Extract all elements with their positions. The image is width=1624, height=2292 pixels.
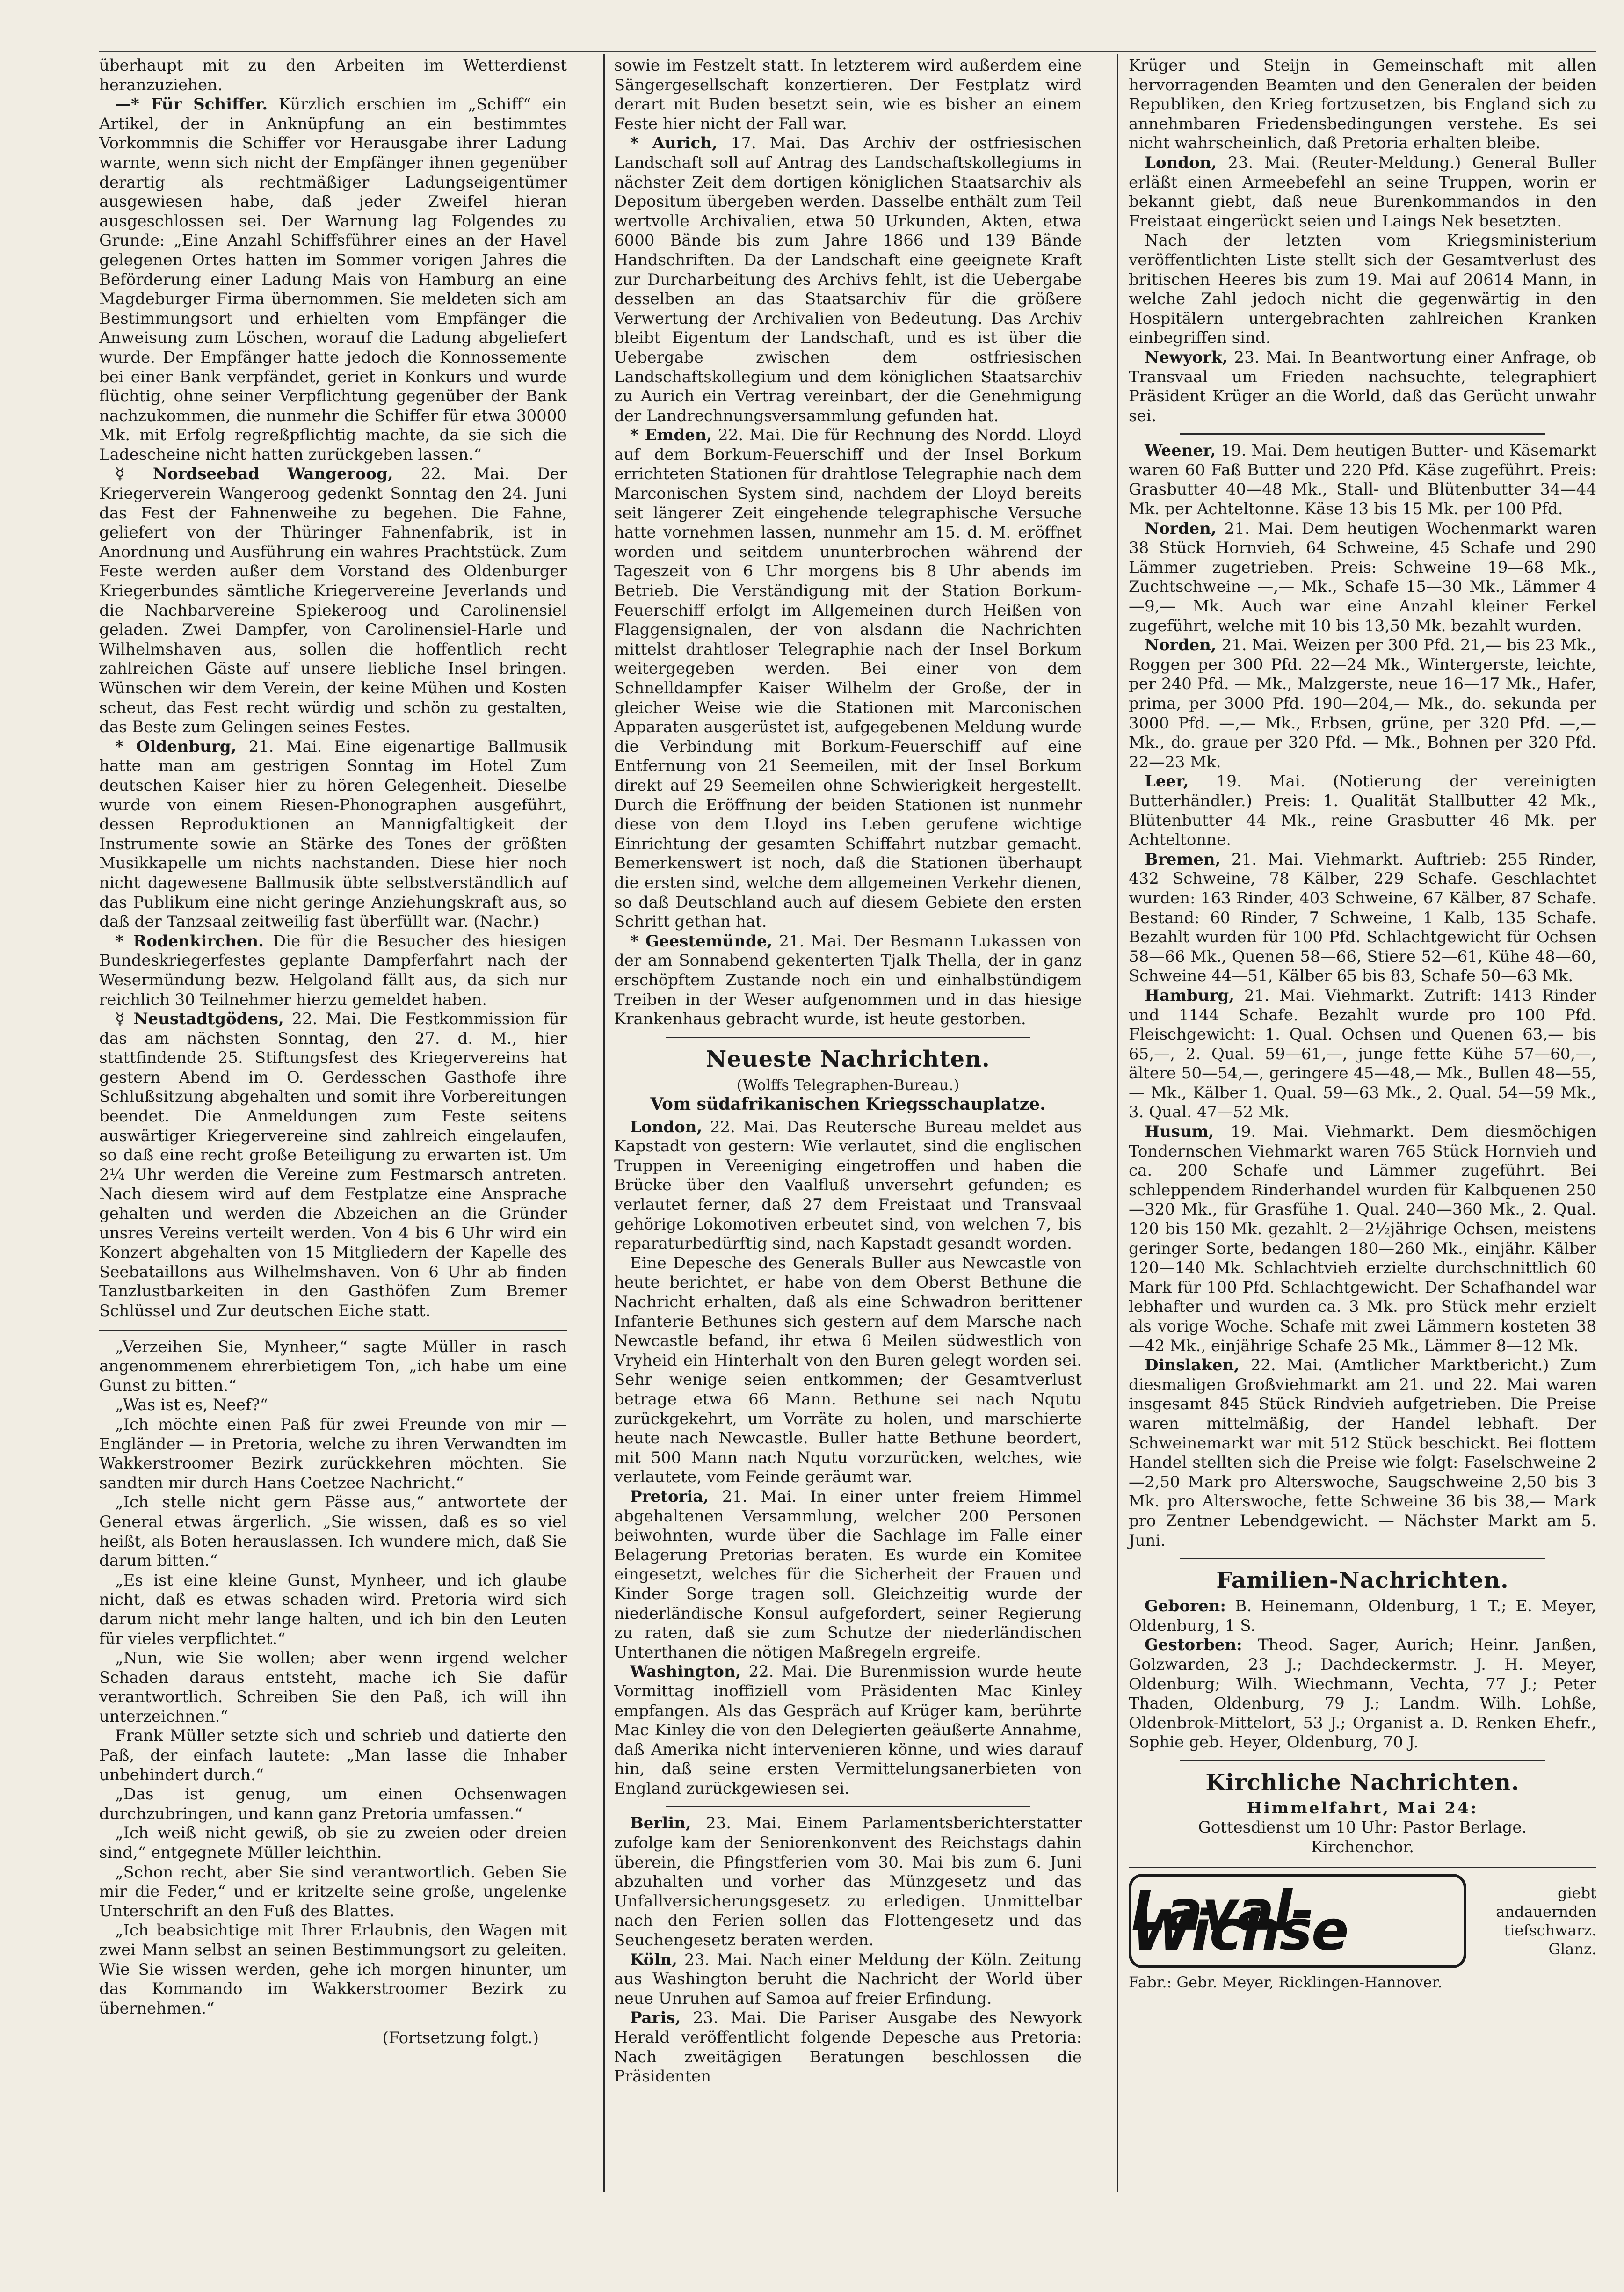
article-dateline: * Emden, <box>630 426 712 445</box>
article <box>614 1950 1082 2009</box>
article <box>1129 231 1596 348</box>
article-dateline: Husum, <box>1145 1122 1214 1142</box>
article-text: Nach der letzten vom Kriegsministerium veröffentlichten Liste stellt sich der Gesamtverlust des britischen Heeres bis zum 19. Mai auf 20614 Mann, in welche Zahl jedoch nicht die gegenwärtig in den Hospitälern untergebrachten zahlreichen Kranken einbegriffen sind. <box>1129 231 1596 348</box>
article-text: 22. Mai. Das Reutersche Bureau meldet aus Kapstadt von gestern: Wie verlautet, sind die englischen Truppen in Vereeniging eingetroffen und haben die Brücke über den Vaalfluß unversehrt gefunden; es verlautet ferner, daß 27 dem Freistaat und Transvaal gehörige Lokomotiven erbeutet sind, von welchen 7, bis reparaturbedürftig sind, nach Kapstadt gesandt worden. <box>614 1117 1082 1253</box>
article-dateline: Washington, <box>630 1662 741 1681</box>
article-text: 21. Mai. Eine eigenartige Ballmusik hatte man am gestrigen Sonntag im Hotel Zum deutschen Kaiser hier zu hören Gelegenheit. Dieselbe wurde von einem Riesen-Phonographen ausgeführt, dessen Reproduktionen an Mannigfaltigkeit der Instrumente sowie an Stärke des Tones der größten Musikkapelle um nichts nachstanden. Diese hier noch nicht dagewesene Ballmusik übte selbstverständlich auf das Publikum eine nicht geringe Anziehungskraft aus, so daß der Tanzsaal zeitweilig fast überfüllt war. (Nachr.) <box>99 737 567 931</box>
church-service: Gottesdienst um 10 Uhr: Pastor Berlage. <box>1198 1818 1527 1837</box>
col3-articles <box>1129 56 1596 426</box>
column-3 <box>1129 56 1596 1992</box>
article-dateline: * Rodenkirchen. <box>115 931 264 951</box>
ad-maker: Fabr.: Gebr. Meyer, Ricklingen-Hannover. <box>1129 1973 1443 1991</box>
story-paragraph: „Schon recht, aber Sie sind verantwortlich. Geben Sie mir die Feder,“ und er kritzelte seine große, ungelenke Unterschrift an den Fuß des Blattes. <box>99 1863 567 1921</box>
article-dateline: Norden, <box>1145 519 1217 538</box>
article <box>99 1010 567 1321</box>
article-text: 21. Mai. Der Besmann Lukassen von der am Sonnabend gekenterten Tjalk Thella, der in ganz erschöpftem Zustande noch ein und einhalbstündigem Treiben in der Weser aufgenommen und in das hiesige Krankenhaus gebracht wurde, ist heute gestorben. <box>614 931 1082 1029</box>
article-dateline: Geboren: <box>1145 1597 1226 1616</box>
article-dateline: Gestorben: <box>1145 1636 1242 1655</box>
article-text: 23. Mai. Die Pariser Ausgabe des Newyork Herald veröffentlicht folgende Depesche aus Pretoria: Nach zweitägigen Beratungen beschlossen die Präsidenten <box>614 2008 1082 2086</box>
article <box>1129 56 1596 153</box>
article-dateline: London, <box>630 1117 703 1136</box>
article-text: 23. Mai. (Reuter-Meldung.) General Buller erläßt einen Armeebefehl an seine Truppen, worin er bekannt giebt, daß neue Burenkommandos in den Freistaat eingerückt seien und Laings Nek besetzten. <box>1129 153 1596 231</box>
article-dateline: ☿ Nordseebad Wangeroog, <box>115 465 393 484</box>
article-text: 21. Mai. Dem heutigen Wochenmarkt waren 38 Stück Hornvieh, 64 Schweine, 45 Schafe und 290 Lämmer zugetrieben. Preis: Schweine 19—68 Mk., Zuchtschweine —,— Mk., Schafe 15—30 Mk., Lämmer 4—9,— Mk. Auch war eine Anzahl kleiner Ferkel zugeführt, welche mit 10 bis 13,50 Mk. bezahlt wurden. <box>1129 519 1596 635</box>
story-paragraph: „Es ist eine kleine Gunst, Mynheer, und ich glaube nicht, daß es etwas schaden wird. Pretoria wird sich darum nicht mehr lange halten, und ich bin den Leuten für vieles verpflichtet.“ <box>99 1571 567 1648</box>
story-paragraph: „Ich weiß nicht gewiß, ob sie zu zweien oder dreien sind,“ entgegnete Müller leichthin. <box>99 1824 567 1863</box>
story-paragraph: „Ich stelle nicht gern Pässe aus,“ antwortete der General etwas ärgerlich. „Sie wissen, daß es so viel heißt, als Boten herauslassen. Ich wundere mich, daß Sie darum bitten.“ <box>99 1493 567 1571</box>
article-dateline: London, <box>1145 153 1217 172</box>
article-dateline: Pretoria, <box>630 1487 709 1506</box>
article <box>99 932 567 1010</box>
article-text: 17. Mai. Das Archiv der ostfriesischen Landschaft soll auf Antrag des Landschaftskollegiums in nächster Zeit dem dortigen königlichen Staatsarchiv als Depositum übergeben werden. Dasselbe enthält zum Teil wertvolle Archivalien, etwa 50 Urkunden, Akten, etwa 6000 Bände bis zum Jahre 1866 und 139 Bände Handschriften. Da der Landschaft eine geeignete Kraft zur Durcharbeitung des Archivs fehlt, ist die Uebergabe desselben an das Staatsarchiv für die größere Verwertung der Archivalien von Bedeutung. Das Archiv bleibt Eigentum der Landschaft, und es ist über die Uebergabe zwischen dem ostfriesischen Landschaftskollegium und dem königlichen Staatsarchiv zu Aurich ein Vertrag vereinbart, der die Genehmigung der Landrechnungsversammlung gefunden hat. <box>614 134 1082 425</box>
article <box>99 95 567 465</box>
article <box>614 134 1082 426</box>
family-heading: Familien-Nachrichten. <box>1216 1567 1509 1594</box>
article-text: 22. Mai. Die Burenmission wurde heute Vormittag inoffiziell vom Präsidenten Mac Kinley empfangen. Als das Gespräch auf Krüger kam, berührte Mac Kinley die von den Delegierten geäußerte Annahme, daß Amerika nicht intervenieren könne, und wies darauf hin, daß seine ersten Vermittelungsanerbieten von England zurückgewiesen sei. <box>614 1662 1082 1798</box>
article <box>1129 986 1596 1122</box>
family-rule <box>1180 1558 1545 1559</box>
article <box>614 2008 1082 2086</box>
article-dateline: Weener, <box>1145 441 1216 460</box>
article <box>614 1662 1082 1798</box>
article <box>1129 153 1596 231</box>
serial-story <box>99 1338 567 2019</box>
story-divider <box>99 1330 567 1331</box>
article-text: Kürzlich erschien im „Schiff“ ein Artikel, der in Anknüpfung an ein bestimmtes Vorkommnis die Schiffer vor Herausgabe ihrer Ladung warnte, wenn sich nicht der Empfänger ihnen gegenüber derartig als rechtmäßiger Ladungseigentümer ausgewiesen habe, daß jeder Zweifel hieran ausgeschlossen sei. Der Warnung lag Folgendes zu Grunde: „Eine Anzahl Schiffsführer eines an der Havel gelegenen Ortes hatten im Sommer vorigen Jahres die Beförderung einer Ladung Mais von Hamburg an eine Magdeburger Firma übernommen. Sie meldeten sich am Bestimmungsort und erhielten vom Empfänger die Anweisung zum Löschen, worauf die Ladung abgeliefert wurde. Der Empfänger hatte jedoch die Konnossemente bei einer Bank verpfändet, geriet in Konkurs und wurde flüchtig, ohne seiner Verpflichtung gegenüber der Bank nachzukommen, die nunmehr die Schiffer für etwa 30000 Mk. mit Erfolg regreßpflichtig machte, da sie sich die Ladescheine nicht hatten zurückgeben lassen.“ <box>99 95 567 464</box>
article-text: 19. Mai. (Notierung der vereinigten Butterhändler.) Preis: 1. Qualität Stallbutter 42 Mk., Blütenbutter 44 Mk., reine Grasbutter 46 Mk. per Achteltonne. <box>1129 772 1596 850</box>
church-choir: Kirchenchor. <box>1311 1838 1414 1857</box>
story-paragraph: „Verzeihen Sie, Mynheer,“ sagte Müller in rasch angenommenem ehrerbietigem Ton, „ich habe um eine Gunst zu bitten.“ <box>99 1337 567 1395</box>
article-dateline: —* Für Schiffer. <box>115 95 268 114</box>
article <box>1129 348 1596 426</box>
col1-articles <box>99 56 567 1321</box>
article-text: Krüger und Steijn in Gemeinschaft mit allen hervorragenden Beamten und den Generalen der beiden Republiken, den Krieg fortzusetzen, bis England sich zu annehmbaren Friedensbedingungen verstehe. Es sei nicht wahrscheinlich, daß Pretoria erhalten bleibe. <box>1129 56 1596 153</box>
news-rule-top <box>666 1037 1030 1038</box>
article <box>614 1487 1082 1662</box>
story-paragraph: „Ich möchte einen Paß für zwei Freunde von mir — Engländer — in Pretoria, welche zu ihren Verwandten im Wakkerstroomer Bezirk zurückkehren möchten. Sie sandten mir durch Hans Coetzee Nachricht.“ <box>99 1415 567 1492</box>
story-paragraph: „Was ist es, Neef?“ <box>115 1396 268 1415</box>
article <box>1129 1597 1596 1636</box>
article-text: 23. Mai. In Beantwortung einer Anfrage, ob Transvaal um Frieden nachsuchte, telegraphiert Präsident Krüger an die World, daß das Gerücht unwahr sei. <box>1129 348 1596 425</box>
article <box>1129 850 1596 986</box>
news-rule-mid <box>666 1806 1030 1807</box>
article-dateline: ☿ Neustadtgödens, <box>115 1010 284 1029</box>
article-text: überhaupt mit zu den Arbeiten im Wetterdienst heranzuziehen. <box>99 56 567 95</box>
column-1 <box>99 56 567 2048</box>
church-day: Himmelfahrt, Mai 24: <box>1247 1798 1479 1818</box>
news-subheading: Vom südafrikanischen Kriegsschauplatze. <box>650 1094 1046 1114</box>
article <box>614 56 1082 134</box>
article <box>1129 441 1596 519</box>
col2-articles <box>614 56 1082 1029</box>
article-text: 21. Mai. Viehmarkt. Auftrieb: 255 Rinder, 432 Schweine, 78 Kälber, 229 Schafe. Geschlachtet wurden: 163 Rinder, 403 Schweine, 67 Kälber, 87 Schafe. Bestand: 60 Rinder, 7 Schweine, 1 Kalb, 135 Schafe. Bezahlt wurden für 100 Pfd. Schlachtgewicht für Ochsen 58—66 Mk., Quenen 58—66, Stiere 52—61, Kühe 48—60, Schweine 44—51, Kälber 65 bis 83, Schafe 50—63 Mk. <box>1129 850 1596 986</box>
advertisement <box>1129 1867 1596 1968</box>
article <box>614 1814 1082 1950</box>
article-text: Eine Depesche des Generals Buller aus Newcastle von heute berichtet, er habe von dem Oberst Bethune die Nachricht erhalten, daß als eine Schwadron berittener Infanterie Bethunes sich gestern auf dem Marsche nach Newcastle befand, ihr etwa 6 Meilen südwestlich von Vryheid ein Hinterhalt von den Buren gelegt worden sei. Sehr wenige seien entkommen; der Gesamtverlust betrage etwa 66 Mann. Bethune sei nach Nqutu zurückgekehrt, um Vorräte zu holen, und marschierte heute nach Newcastle. Buller hatte Bethune beordert, mit 500 Mann nach Nqutu vorzurücken, welches, wie verlautete, vom Feinde geräumt war. <box>614 1253 1082 1487</box>
news-articles-2 <box>614 1814 1082 2086</box>
article-dateline: Leer, <box>1145 772 1189 791</box>
article <box>99 465 567 737</box>
article <box>1129 772 1596 850</box>
article-dateline: Berlin, <box>630 1814 691 1833</box>
article-text: 22. Mai. Der Kriegerverein Wangeroog gedenkt Sonntag den 24. Juni das Fest der Fahnenweihe zu begehen. Die Fahne, geliefert von der Thüringer Fahnenfabrik, ist in Anordnung und Ausführung ein wahres Prachtstück. Zum Feste werden außer dem Vorstand des Oldenburger Kriegerbundes sämtliche Kriegervereine Jeverlands und die Nachbarvereine Spiekeroog und Carolinensiel geladen. Zwei Dampfer, von Carolinensiel-Harle und Wilhelmshaven aus, sollen die hoffentlich recht zahlreichen Gäste auf unsere liebliche Insel bringen. Wünschen wir dem Verein, der keine Mühen und Kosten scheut, das Fest recht würdig und schön zu gestalten, das Beste zum Gelingen seines Festes. <box>99 465 567 737</box>
article <box>99 737 567 932</box>
news-articles <box>614 1118 1082 1799</box>
family-notices <box>1129 1597 1596 1753</box>
article <box>614 426 1082 931</box>
article-dateline: Hamburg, <box>1145 986 1235 1005</box>
article-text: Die für die Besucher des hiesigen Bundeskriegerfestes geplante Dampferfahrt nach der Wesermündung bezw. Helgoland fällt aus, da sich nur reichlich 30 Teilnehmer hierzu gemeldet haben. <box>99 931 567 1009</box>
article-text: 23. Mai. Einem Parlamentsberichterstatter zufolge kam der Seniorenkonvent des Reichstags dahin überein, die Pfingstferien vom 30. Mai bis zum 6. Juni abzuhalten und vorher das Münzgesetz und das Unfallversicherungsgesetz zu erledigen. Unmittelbar nach den Ferien sollen das Flottengesetz und das Seuchengesetz beraten werden. <box>614 1814 1082 1950</box>
article-dateline: * Oldenburg, <box>115 737 237 756</box>
markets-rule <box>1180 433 1545 435</box>
ad-logo <box>1129 1874 1466 1968</box>
church-heading: Kirchliche Nachrichten. <box>1205 1769 1520 1796</box>
article <box>1129 519 1596 636</box>
article <box>1129 636 1596 772</box>
article-dateline: Norden, <box>1145 636 1217 655</box>
article <box>99 56 567 95</box>
ad-logo-text: Laval-Wichse <box>1131 1878 1348 1963</box>
article-text: 19. Mai. Dem heutigen Butter- und Käsemarkt waren 60 Faß Butter und 220 Pfd. Käse zugeführt. Preis: Grasbutter 40—48 Mk., Stall- und Blütenbutter 34—44 Mk. per Achteltonne. Käse 13 bis 15 Mk. per 100 Pfd. <box>1129 441 1596 519</box>
article-dateline: Bremen, <box>1145 850 1221 869</box>
article <box>1129 1356 1596 1550</box>
article-dateline: Köln, <box>630 1950 677 1969</box>
market-reports <box>1129 441 1596 1550</box>
church-rule <box>1180 1760 1545 1761</box>
article-text: 21. Mai. Viehmarkt. Zutrift: 1413 Rinder und 1144 Schafe. Bezahlt wurde pro 100 Pfd. Fleischgewicht: 1. Qual. Ochsen und Quenen 63,— bis 65,—, 2. Qual. 59—61,—, junge fette Kühe 57—60,—, ältere 50—54,—, geringere 45—48,— Mk., Bullen 48—55,— Mk., Kälber 1. Qual. 59—63 Mk., 2. Qual. 54—59 Mk., 3. Qual. 47—52 Mk. <box>1129 986 1596 1122</box>
article <box>614 1254 1082 1487</box>
story-continuation: (Fortsetzung folgt.) <box>382 2029 539 2048</box>
top-rule <box>99 51 1596 52</box>
article-dateline: Paris, <box>630 2008 681 2028</box>
column-rule-2 <box>1117 54 1118 2192</box>
article <box>1129 1636 1596 1753</box>
article-dateline: Dinslaken, <box>1145 1356 1240 1375</box>
article-dateline: * Geestemünde, <box>630 931 773 951</box>
article-text: sowie im Festzelt statt. In letzterem wird außerdem eine Sängergesellschaft konzertieren. Der Festplatz wird derart mit Buden besetzt sein, wie es bisher an einem Feste hier nicht der Fall war. <box>614 56 1082 133</box>
article <box>614 1118 1082 1254</box>
article-text: 23. Mai. Nach einer Meldung der Köln. Zeitung aus Washington beruht die Nachricht der World über neue Unruhen auf Samoa auf freier Erfindung. <box>614 1950 1082 2008</box>
column-2 <box>614 56 1082 2087</box>
article-text: 22. Mai. (Amtlicher Marktbericht.) Zum diesmaligen Großviehmarkt am 21. und 22. Mai waren insgesamt 845 Stück Rindvieh aufgetrieben. Die Preise waren mittelmäßig, der Handel lebhaft. Der Schweinemarkt war mit 512 Stück beschickt. Bei flottem Handel stellten sich die Preise wie folgt: Faselschweine 2—2,50 Mark pro Alterswoche, Saugschweine 2,50 bis 3 Mk. pro Alterswoche, fette Schweine 36 bis 38,— Mark pro Zentner Lebendgewicht. — Nächster Markt am 5. Juni. <box>1129 1356 1596 1550</box>
article-text: 21. Mai. In einer unter freiem Himmel abgehaltenen Versammlung, welcher 200 Personen beiwohnten, wurde über die Sachlage im Falle einer Belagerung Pretorias beraten. Es wurde ein Komitee eingesetzt, welches für die Sicherheit der Frauen und Kinder Sorge tragen soll. Gleichzeitig wurde der niederländische Konsul aufgefordert, seiner Regierung zu raten, daß sie zum Schutze der niederländischen Unterthanen die nötigen Maßregeln ergreife. <box>614 1487 1082 1662</box>
article-text: 22. Mai. Die Festkommission für das am nächsten Sonntag, den 27. d. M., hier stattfindende 25. Stiftungsfest des Kriegervereins hat gestern Abend im O. Gerdesschen Gasthofe ihre Schlußsitzung abgehalten und somit ihre Vorbereitungen beendet. Die Anmeldungen zum Feste seitens auswärtiger Kriegervereine sind zahlreich eingelaufen, so daß eine recht große Beteiligung zu erwarten ist. Um 2¼ Uhr werden die Vereine zum Festmarsch antreten. Nach diesem wird auf dem Festplatze eine Ansprache gehalten und werden die Abzeichen an die Gründer unsres Vereins verteilt werden. Von 4 bis 6 Uhr wird ein Konzert abgehalten von 15 Mitgliedern der Kapelle des Seebataillons aus Wilhelmshaven. Von 6 Uhr ab finden Tanzlustbarkeiten in den Gasthöfen Zum Bremer Schlüssel und Zur deutschen Eiche statt. <box>99 1010 567 1320</box>
article-text: 21. Mai. Weizen per 300 Pfd. 21,— bis 23 Mk., Roggen per 300 Pfd. 22—24 Mk., Wintergerste, leichte, per 240 Pfd. — Mk., Malzgerste, neue 16—17 Mk., Hafer, prima, per 3000 Pfd. 190—204,— Mk., do. sekunda per 3000 Pfd. —,— Mk., Erbsen, grüne, per 320 Pfd. —,— Mk., do. graue per 320 Pfd. — Mk., Bohnen per 320 Pfd. 22—23 Mk. <box>1129 636 1596 771</box>
article-dateline: * Aurich, <box>630 134 718 153</box>
story-paragraph: „Nun, wie Sie wollen; aber wenn irgend welcher Schaden daraus entsteht, mache ich Sie dafür verantwortlich. Schreiben Sie den Paß, ich will ihn unterzeichnen.“ <box>99 1649 567 1726</box>
news-heading: Neueste Nachrichten. <box>706 1046 990 1072</box>
story-paragraph: Frank Müller setzte sich und schrieb und datierte den Paß, der einfach lautete: „Man lasse die Inhaber unbehindert durch.“ <box>99 1726 567 1784</box>
article <box>1129 1122 1596 1356</box>
article-dateline: Newyork, <box>1145 348 1228 367</box>
article-text: 22. Mai. Die für Rechnung des Nordd. Lloyd auf dem Borkum-Feuerschiff und der Insel Borkum errichteten Stationen für drahtlose Telegraphie nach dem Marconischen System sind, nachdem der Lloyd bereits seit längerer Zeit eingehende telegraphische Versuche hatte vornehmen lassen, nunmehr am 15. d. M. eröffnet worden und seitdem ununterbrochen während der Tageszeit von 6 Uhr morgens bis 8 Uhr abends im Betrieb. Die Verständigung mit der Station Borkum-Feuerschiff erfolgt im Allgemeinen durch Heißen von Flaggensignalen, der von alsdann die Nachrichten mittelst drahtloser Telegraphie nach der Insel Borkum weitergegeben werden. Bei einer von dem Schnelldampfer Kaiser Wilhelm der Große, der in gleicher Weise wie die Stationen mit Marconischen Apparaten ausgerüstet ist, aufgegebenen Meldung wurde die Verbindung mit Borkum-Feuerschiff auf eine Entfernung von 21 Seemeilen, mit der Insel Borkum direkt auf 29 Seemeilen ohne Schwierigkeit hergestellt. Durch die Eröffnung der beiden Stationen ist nunmehr diese von dem Lloyd ins Leben gerufene wichtige Einrichtung der gesamten Schiffahrt nutzbar gemacht. Bemerkenswert ist noch, daß die Stationen überhaupt die ersten sind, welche dem allgemeinen Verkehr dienen, so daß Deutschland auch auf diesem Gebiete den ersten Schritt gethan hat. <box>614 426 1082 931</box>
article <box>614 932 1082 1029</box>
story-paragraph: „Das ist genug, um einen Ochsenwagen durchzubringen, und kann ganz Pretoria umfassen.“ <box>99 1785 567 1823</box>
news-source: (Wolffs Telegraphen-Bureau.) <box>736 1076 959 1094</box>
article-text: B. Heinemann, Oldenburg, 1 T.; E. Meyer, Oldenburg, 1 S. <box>1129 1597 1596 1635</box>
column-rule-1 <box>603 54 605 2192</box>
story-paragraph: „Ich beabsichtige mit Ihrer Erlaubnis, den Wagen mit zwei Mann selbst an seinen Bestimmungsort zu geleiten. Wie Sie wissen werden, gehe ich morgen hinunter, um das Kommando im Wakkerstroomer Bezirk zu übernehmen.“ <box>99 1921 567 2018</box>
article-text: 19. Mai. Viehmarkt. Dem diesmöchigen Tondernschen Viehmarkt waren 765 Stück Hornvieh und ca. 200 Schafe und Lämmer zugeführt. Bei schleppendem Rinderhandel wurden für Kalbquenen 250—320 Mk., für Grasfühe 1. Qual. 240—360 Mk., 2. Qual. 120 bis 150 Mk. gezahlt. 2—2½jährige Ochsen, meistens geringer Sorte, bedangen 180—260 Mk., einjähr. Kälber 120—140 Mk. Schlachtvieh erzielte durchschnittlich 60 Mark für 100 Pfd. Schlachtgewicht. Der Schafhandel war lebhafter und wurden ca. 3 Mk. pro Stück mehr erzielt als vorige Woche. Schafe mit zwei Lämmern kosteten 38—42 Mk., einjährige Schafe 25 Mk., Lämmer 8—12 Mk. <box>1129 1122 1596 1355</box>
article-text: Theod. Sager, Aurich; Heinr. Janßen, Golzwarden, 23 J.; Dachdeckermstr. J. H. Meyer, Oldenburg; Wilh. Wiechmann, Vechta, 77 J.; Peter Thaden, Oldenburg, 79 J.; Landm. Wilh. Lohße, Oldenbrok-Mittelort, 53 J.; Organist a. D. Renken Ehefr., Sophie geb. Heyer, Oldenburg, 70 J. <box>1129 1636 1597 1752</box>
ad-tagline: giebt andauernden tiefschwarz. Glanz. <box>1496 1884 1596 1958</box>
